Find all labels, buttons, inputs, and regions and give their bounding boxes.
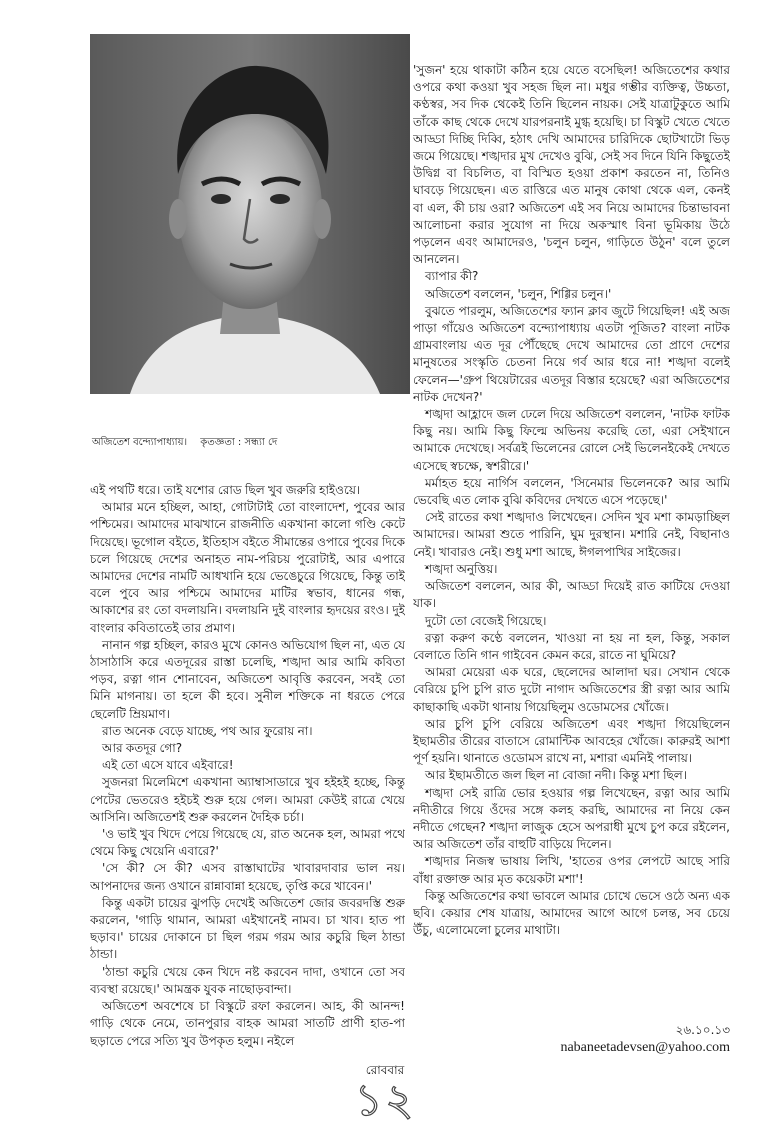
paragraph: বুঝতে পারলুম, অজিতেশের ফ্যান ক্লাব জুটে গিয়েছিল! এই অজ পাড়া গাঁয়েও অজিতেশ বন্দ্যোপাধ্যায় এতটা পূজিত? বাংলা নাটক গ্রামবাংলায় এত দূর পৌঁছেছে দেখে আমাদের তো প্রাণে দেশের মানুষতের সংস্কৃতি চেতনা নিয়ে গর্ব আর ধরে না! শঙ্খদা বলেই ফেলেন—'গ্রুপ থিয়েটারের এতদূর বিস্তার হয়েছে? এরা অজিতেশের নাটক দেখেন?' [413, 303, 730, 404]
paragraph: রাত অনেক বেড়ে যাচ্ছে, পথ আর ফুরোয় না। [102, 723, 313, 738]
paragraph: মর্মাহত হয়ে নার্গিস বললেন, 'সিনেমার ভিলেনকে? আর আমি ভেবেছি এত লোক বুঝি কবিদের দেখতে এসে পড়েছে।' [413, 475, 730, 508]
paragraph: আমার মনে হচ্ছিল, আহা, গোটাটাই তো বাংলাদেশ, পুবের আর পশ্চিমের। আমাদের মাঝখানে রাজনীতি একখানা কালো গণ্ডি কেটে দিয়েছে। ভূগোল বইতে, ইতিহাস বইতে সীমান্তের ওপারে পুবের দিকে চলে গিয়েছে দেশের অনাহত নাম-পরিচয় পুরোটাই, আর এপারে আমাদের দেশের নামটি আধখানি হয়ে ভেঙেচুরে গিয়েছে, কিন্তু তাই বলে পুবে আর পশ্চিমে আমাদের মাটির স্বভাব, ধানের গন্ধ, আকাশের রং তো বদলায়নি। বদলায়নি দুই বাংলার হৃদয়ের রংও। দুই বাংলার কবিতাতেই তার প্রমাণ। [90, 500, 405, 635]
magazine-name: রোববার [365, 1063, 405, 1077]
paragraph: অজিতেশ বললেন, 'চলুন, শিগ্গির চলুন।' [425, 286, 612, 301]
paragraph: শঙ্খদা অনুত্তিয়। [425, 561, 498, 576]
paragraph: সুজনরা মিলেমিশে একখানা অ্যাম্বাসাডারে খুব হইহই হচ্ছে, কিন্তু পেটের ভেতরেও হইচই শুরু হয়ে গেল। আমরা কেউই রাত্রে খেয়ে আসিনি। অজিতেশই শুরু করলেন দৈহিক চর্চা। [90, 775, 405, 824]
author-portrait-photo [90, 34, 410, 394]
paragraph: রত্না করুণ কণ্ঠে বললেন, খাওয়া না হয় না হল, কিন্তু, সকাল বেলাতে তিনি গান গাইবেন কেমন করে, রাতে না ঘুমিয়ে? [413, 630, 730, 662]
paragraph: শঙ্খদা সেই রাত্রি ভোর হওয়ার গল্প লিখেছেন, রত্না আর আমি নদীতীরে গিয়ে ওঁদের সঙ্গে কলহ করছি, আমাদের না নিয়ে কেন নদীতে গেছেন? শঙ্খদা লাজুক হেসে অপরাধী মুখে চুপ করে রইলেন, আর অজিতেশ তাঁর বাহুটি বাড়িয়ে দিলেন। [413, 785, 730, 852]
right-column-text [413, 62, 730, 939]
paragraph: ব্যাপার কী? [425, 269, 479, 284]
article-signoff [413, 1022, 730, 1056]
paragraph: আর কতদূর গো? [102, 741, 183, 756]
paragraph: শঙ্খদার নিজস্ব ভাষায় লিখি, 'হাতের ওপর লেপটে আছে সারি বাঁধা রক্তাক্ত আর মৃত কয়েকটা মশা'! [413, 854, 730, 886]
caption-credit: কৃতজ্ঞতা : সন্ধ্যা দে [200, 437, 278, 448]
paragraph: এই পথটি ধরে। তাই যশোর রোড ছিল খুব জরুরি হাইওয়ে। [90, 483, 361, 497]
portrait-image [90, 34, 410, 394]
paragraph: 'সে কী? সে কী? এসব রাস্তাঘাটের খাবারদাবার ভাল নয়। আপনাদের জন্য ওখানে রান্নাবান্না হয়েছে, তৃপ্তি করে খাবেন।' [90, 861, 405, 893]
paragraph: আমরা মেয়েরা এক ঘরে, ছেলেদের আলাদা ঘর। সেখান থেকে বেরিয়ে চুপি চুপি রাত দুটো নাগাদ অজিতেশের স্ত্রী রত্না আর আমি কাছাকাছি একটা থানায় গিয়েছিলুম ওডোমসের খোঁজে। [413, 665, 730, 714]
paragraph: শঙ্খদা আহ্লাদে জল ঢেলে দিয়ে অজিতেশ বললেন, 'নাটক ফাটক কিছু নয়। আমি কিছু ফিল্মে অভিনয় করেছি তো, এরা সেইখানে আমাকে দেখেছে। সর্বত্রই ভিলেনের রোলে সেই ভিলেনইকেই দেখতে এসেছে স্বচক্ষে, স্বশরীরে।' [413, 407, 730, 473]
paragraph: দুটো তো বেজেই গিয়েছে। [425, 613, 547, 628]
author-email: nabaneetadevsen@yahoo.com [560, 1040, 730, 1055]
paragraph: আর ইছামতীতে জল ছিল না বোজা নদী। কিন্তু মশা ছিল। [425, 768, 688, 783]
paragraph: নানান গল্প হচ্ছিল, কারও মুখে কোনও অভিযোগ ছিল না, এত যে ঠাসাঠাসি করে এতদূরের রাস্তা চলেছি, শঙ্খদা আর আমি কবিতা পড়ব, রত্না গান শোনাবেন, অজিতেশ আবৃত্তি করবেন, সবই তো মিনি মাগনায়। তা হলে কী হবে। সুনীল শক্তিকে না ধরতে পেরে ছেলেটি ম্রিয়মাণ। [90, 637, 405, 721]
paragraph: 'সুজন' হয়ে থাকাটা কঠিন হয়ে যেতে বসেছিল! অজিতেশের কথার ওপরে কথা কওয়া খুব সহজ ছিল না। মধুর গম্ভীর ব্যক্তিত্ব, উচ্চতা, কণ্ঠস্বর, সব দিক থেকেই তিনি ছিলেন নায়ক। সেই যাত্রাটুকুতে আমি তাঁকে কাছ থেকে দেখে যারপরনাই মুগ্ধ হয়েছি। চা বিস্কুট খেতে খেতে আড্ডা দিচ্ছি দিব্বি, হঠাৎ দেখি আমাদের চারিদিকে ছোটখাটো ভিড় জমে গিয়েছে। শঙ্খদার মুখ দেখেও বুঝি, সেই সব দিনে যিনি কিছুতেই উদ্বিগ্ন বা বিচলিত, বা বিস্মিত হওয়া প্রকাশ করতেন না, তিনিও ঘাবড়ে গিয়েছেন। এত রাত্তিরে এত মানুষ কোথা থেকে এল, কেনই বা এল, কী চায় ওরা? অজিতেশ এই সব নিয়ে আমাদের চিন্তাভাবনা আলোচনা করার সুযোগ না দিয়ে অকস্মাৎ বিনা ভূমিকায় উঠে পড়লেন এবং আমাদেরও, 'চলুন চলুন, গাড়িতে উঠুন' বলে তুলে আনলেন। [413, 63, 730, 267]
paragraph: 'ঠান্ডা কচুরি খেয়ে কেন খিদে নষ্ট করবেন দাদা, ওখানে তো সব ব্যবস্থা রয়েছে।' আমন্ত্রক যুবক নাছোড়বান্দা। [90, 964, 405, 996]
paragraph: এই তো এসে যাবে এইবারে! [102, 758, 234, 773]
paragraph: কিন্তু অজিতেশের কথা ভাবলে আমার চোখে ভেসে ওঠে অন্য এক ছবি। কেয়ার শেষ যাত্রায়, আমাদের আগে আগে চলন্ত, সব চেয়ে উঁচু, এলোমেলো চুলের মাথাটা। [413, 888, 730, 938]
paragraph: অজিতেশ বললেন, আর কী, আড্ডা দিয়েই রাত কাটিয়ে দেওয়া যাক। [413, 579, 730, 611]
signoff-date: ২৬.১০.১৩ [675, 1023, 730, 1037]
photo-caption [92, 436, 407, 450]
paragraph: অজিতেশ অবশেষে চা বিস্কুটে রফা করলেন। আহ, কী আনন্দ! গাড়ি থেকে নেমে, তানপুরার বাহক আমরা সাতটি প্রাণী হাত-পা ছড়াতে পেরে সত্যি খুব উপকৃত হলুম। নইলে [90, 999, 405, 1048]
paragraph: 'ও ভাই খুব খিদে পেয়ে গিয়েছে যে, রাত অনেক হল, আমরা পথে থেমে কিছু খেয়েনি এবারে?' [90, 827, 405, 859]
page-number: ১২ [354, 1075, 416, 1126]
left-column-text [90, 482, 405, 1050]
paragraph: আর চুপি চুপি বেরিয়ে অজিতেশ এবং শঙ্খদা গিয়েছিলেন ইছামতীর তীরের বাতাসে রোমান্টিক আবহের খোঁজে। কারুরই আশা পূর্ণ হয়নি। থানাতে ওডোমস রাখে না, মশারা এমনিই পালায়। [413, 716, 730, 766]
caption-name: অজিতেশ বন্দ্যোপাধ্যায়। [92, 437, 188, 448]
paragraph: সেই রাতের কথা শঙ্খদাও লিখেছেন। সেদিন খুব মশা কামড়াচ্ছিল আমাদের। আমরা শুতে পারিনি, ঘুম দুরস্থান। মশারি নেই, বিছানাও নেই। খাবারও নেই। শুধু মশা আছে, ঈগলপাখির সাইজের। [413, 510, 730, 559]
paragraph: কিন্তু একটা চায়ের ঝুপড়ি দেখেই অজিতেশ জোর জবরদস্তি শুরু করলেন, 'গাড়ি থামান, আমরা এইখানেই নামব। চা খাব। হাত পা ছড়াব।' চায়ের দোকানে চা ছিল গরম গরম আর কচুরি ছিল ঠান্ডা ঠান্ডা। [90, 895, 405, 962]
